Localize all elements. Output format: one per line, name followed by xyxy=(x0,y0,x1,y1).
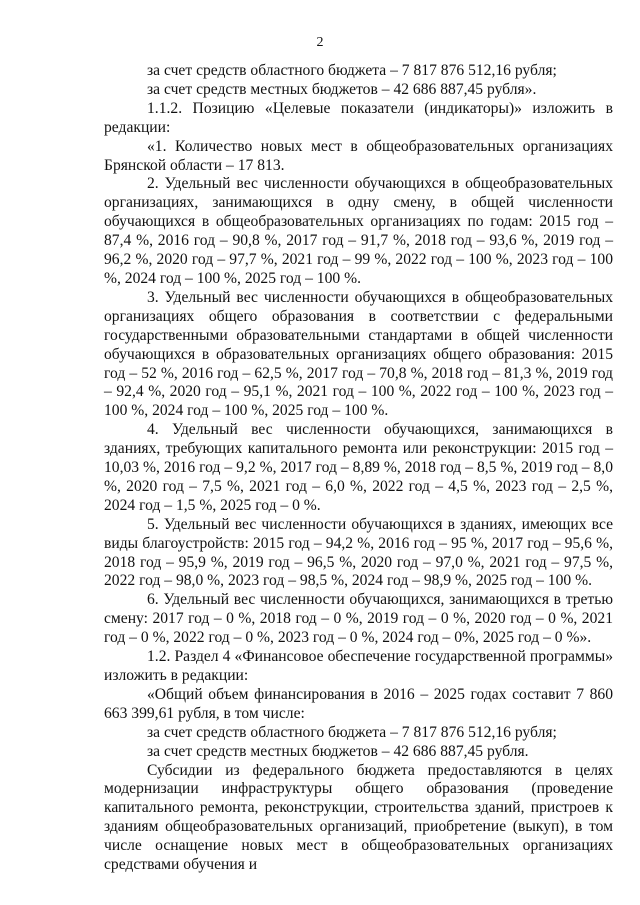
paragraph-regional-budget: за счет средств областного бюджета – 7 817 876 512,16 рубля; xyxy=(147,62,557,79)
paragraph-indicator-3: 3. Удельный вес численности обучающихся в общеобразовательных организациях общего образования в соответствии с федеральными государственными образовательными стандартами в общей численности обучающихся в образовательных организациях общего образования: 2015 год – 52 %, 2016 год – 62,5 %, 2017 год – 70,8 %, 2018 год – 81,3 %, 2019 год – 92,4 %, 2020 год – 95,1 %, 2021 год – 100 %, 2022 год – 100 %, 2023 год – 100 %, 2024 год – 100 %, 2025 год – 100 %. xyxy=(104,288,613,420)
paragraph-indicator-1: «1. Количество новых мест в общеобразовательных организациях Брянской области – 17 813. xyxy=(104,137,613,174)
paragraph-indicator-2: 2. Удельный вес численности обучающихся в общеобразовательных организациях, занимающихся в одну смену, в общей численности обучающихся в общеобразовательных организациях по годам: 2015 год – 87,4 %, 2016 год – 90,8 %, 2017 год – 91,7 %, 2018 год – 93,6 %, 2019 год – 96,2 %, 2020 год – 97,7 %, 2021 год – 99 %, 2022 год – 100 %, 2023 год – 100 %, 2024 год – 100 %, 2025 год – 100 %. xyxy=(104,175,613,287)
page-number: 2 xyxy=(316,35,324,50)
paragraph-1-2: 1.2. Раздел 4 «Финансовое обеспечение государственной программы» изложить в редакции: xyxy=(104,648,613,684)
paragraph-indicator-4: 4. Удельный вес численности обучающихся, занимающихся в зданиях, требующих капитального ремонта или реконструкции: 2015 год – 10,03 %, 2016 год – 9,2 %, 2017 год – 8,89 %, 2018 год – 8,5 %, 2019 год – 8,0 %, 2020 год – 7,5 %, 2021 год – 6,0 %, 2022 год – 4,5 %, 2023 год – 2,5 %, 2024 год – 1,5 %, 2025 год – 0 %. xyxy=(104,421,613,514)
paragraph-1-1-2: 1.1.2. Позицию «Целевые показатели (индикаторы)» изложить в редакции: xyxy=(104,99,613,136)
paragraph-total-funding: «Общий объем финансирования в 2016 – 2025 годах составит 7 860 663 399,61 рубля, в том числе: xyxy=(104,685,613,722)
paragraph-federal-subsidies: Субсидии из федерального бюджета предоставляются в целях модернизации инфраструктуры общего образования (проведение капитального ремонта, реконструкции, строительства зданий, пристроев к зданиям общеобразовательных организаций, приобретение (выкуп), в том числе оснащение новых мест в общеобразовательных организациях средствами обучения и xyxy=(104,761,613,874)
paragraph-indicator-6: 6. Удельный вес численности обучающихся, занимающихся в третью смену: 2017 год – 0 %, 2018 год – 0 %, 2019 год – 0 %, 2020 год – 0 %, 2021 год – 0 %, 2022 год – 0 %, 2023 год – 0 %, 2024 год – 0%, 2025 год – 0 %». xyxy=(104,591,613,647)
document-body xyxy=(104,62,613,875)
paragraph-indicator-5: 5. Удельный вес численности обучающихся в зданиях, имеющих все виды благоустройств: 2015 год – 94,2 %, 2016 год – 95 %, 2017 год – 95,6 %, 2018 год – 95,9 %, 2019 год – 96,5 %, 2020 год – 97,0 %, 2021 год – 97,5 %, 2022 год – 98,0 %, 2023 год – 98,5 %, 2024 год – 98,9 %, 2025 год – 100 %. xyxy=(104,515,613,590)
paragraph-regional-budget-2: за счет средств областного бюджета – 7 817 876 512,16 рубля; xyxy=(147,723,557,741)
paragraph-local-budget: за счет средств местных бюджетов – 42 686 887,45 рубля». xyxy=(147,80,537,98)
paragraph-local-budget-2: за счет средств местных бюджетов – 42 686 887,45 рубля. xyxy=(147,742,529,760)
